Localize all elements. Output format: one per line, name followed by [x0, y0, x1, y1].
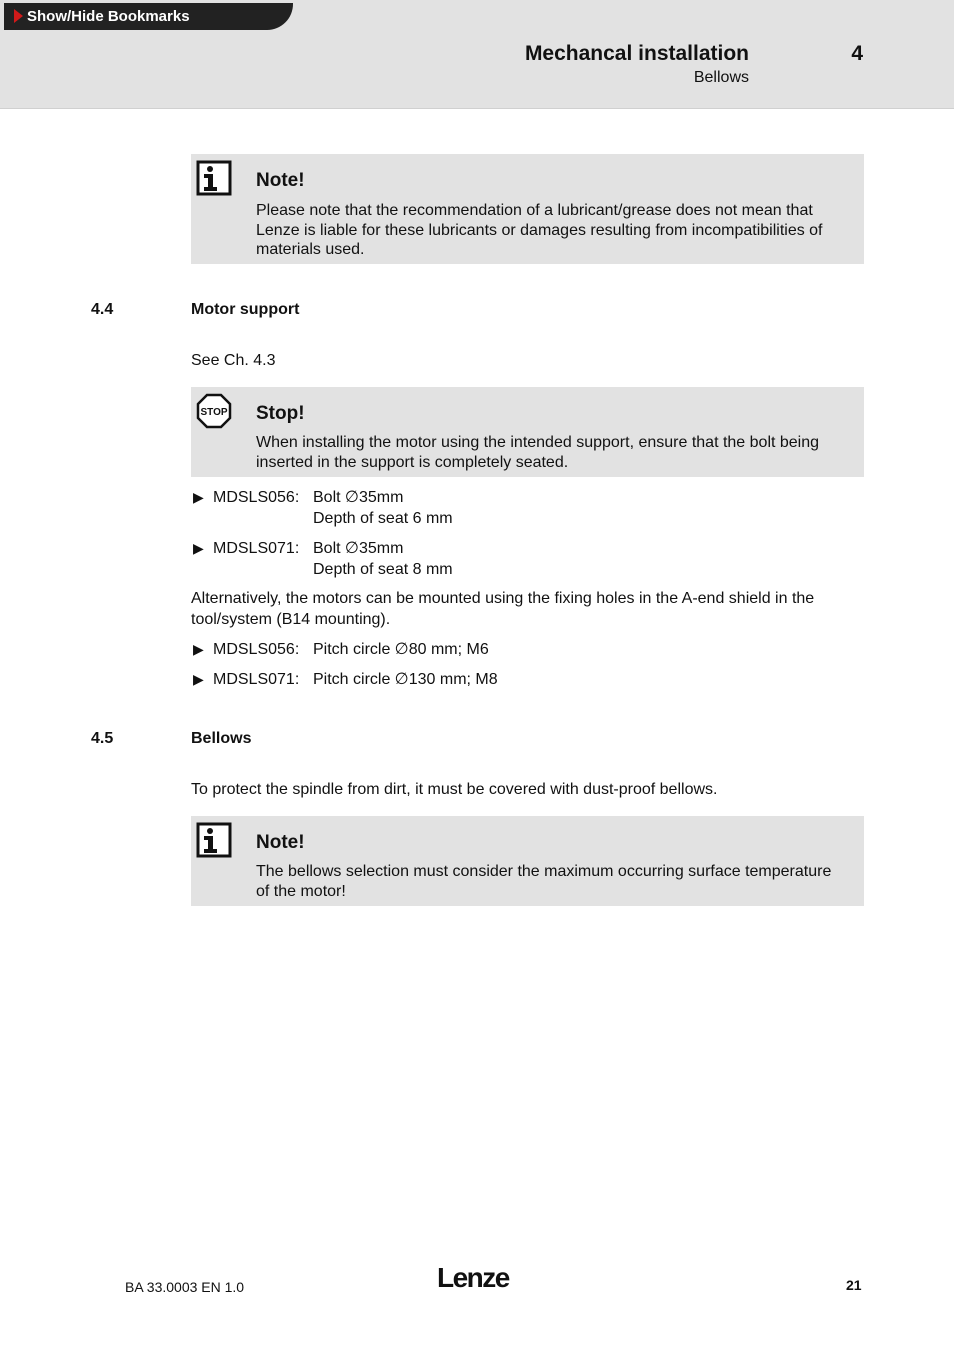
pitch-circle: Pitch circle ∅130 mm; M8 — [313, 671, 498, 688]
bullet-arrow-icon: ▶ — [193, 540, 204, 556]
seat-depth: Depth of seat 6 mm — [313, 510, 453, 527]
see-reference: See Ch. 4.3 — [191, 352, 276, 369]
info-icon — [196, 160, 232, 196]
motor-model: MDSLS056: — [213, 641, 300, 658]
bullet-arrow-icon: ▶ — [193, 489, 204, 505]
stop-title: Stop! — [256, 403, 305, 424]
section-number: 4.5 — [91, 730, 114, 747]
chapter-number: 4 — [851, 42, 863, 65]
section-title: Motor support — [191, 301, 300, 318]
note-text: Please note that the recommendation of a lubricant/grease does not mean that Lenze is liable for these lubricants or damages resulting from incompatibilities of materials used. — [256, 202, 823, 259]
document-code: BA 33.0003 EN 1.0 — [125, 1279, 245, 1295]
alternative-paragraph: Alternatively, the motors can be mounted using the fixing holes in the A-end shield in the tool/system (B14 mounting). — [191, 590, 815, 628]
seat-depth: Depth of seat 8 mm — [313, 561, 453, 578]
show-hide-bookmarks-button[interactable] — [4, 3, 293, 30]
section-title: Bellows — [191, 730, 252, 747]
note-box — [191, 816, 864, 906]
info-icon — [196, 822, 232, 858]
section-number: 4.4 — [91, 301, 114, 318]
note-title: Note! — [256, 832, 305, 853]
chapter-title: Mechancal installation — [524, 42, 749, 65]
page-header — [0, 0, 954, 109]
pitch-circle: Pitch circle ∅80 mm; M6 — [313, 641, 489, 658]
section-subtitle: Bellows — [693, 69, 749, 86]
note-box — [191, 154, 864, 264]
motor-model: MDSLS071: — [213, 540, 300, 557]
page-number: 21 — [846, 1277, 862, 1293]
bellows-paragraph: To protect the spindle from dirt, it must be covered with dust-proof bellows. — [191, 781, 718, 798]
motor-model: MDSLS056: — [213, 489, 300, 506]
motor-model: MDSLS071: — [213, 671, 300, 688]
stop-text: When installing the motor using the intended support, ensure that the bolt being inserted in the support is completely seated. — [256, 434, 820, 471]
lenze-logo: Lenze — [437, 1262, 509, 1293]
stop-icon-text: STOP — [200, 407, 228, 418]
bookmarks-button-label: Show/Hide Bookmarks — [27, 8, 190, 25]
note-text: The bellows selection must consider the maximum occurring surface temperature of the motor! — [256, 863, 832, 900]
stop-sign-icon — [196, 393, 232, 429]
bolt-size: Bolt ∅35mm — [313, 540, 404, 557]
bolt-size: Bolt ∅35mm — [313, 489, 404, 506]
bullet-arrow-icon: ▶ — [193, 641, 204, 657]
note-title: Note! — [256, 170, 305, 191]
bullet-arrow-icon: ▶ — [193, 671, 204, 687]
triangle-icon — [14, 9, 23, 23]
stop-box — [191, 387, 864, 477]
